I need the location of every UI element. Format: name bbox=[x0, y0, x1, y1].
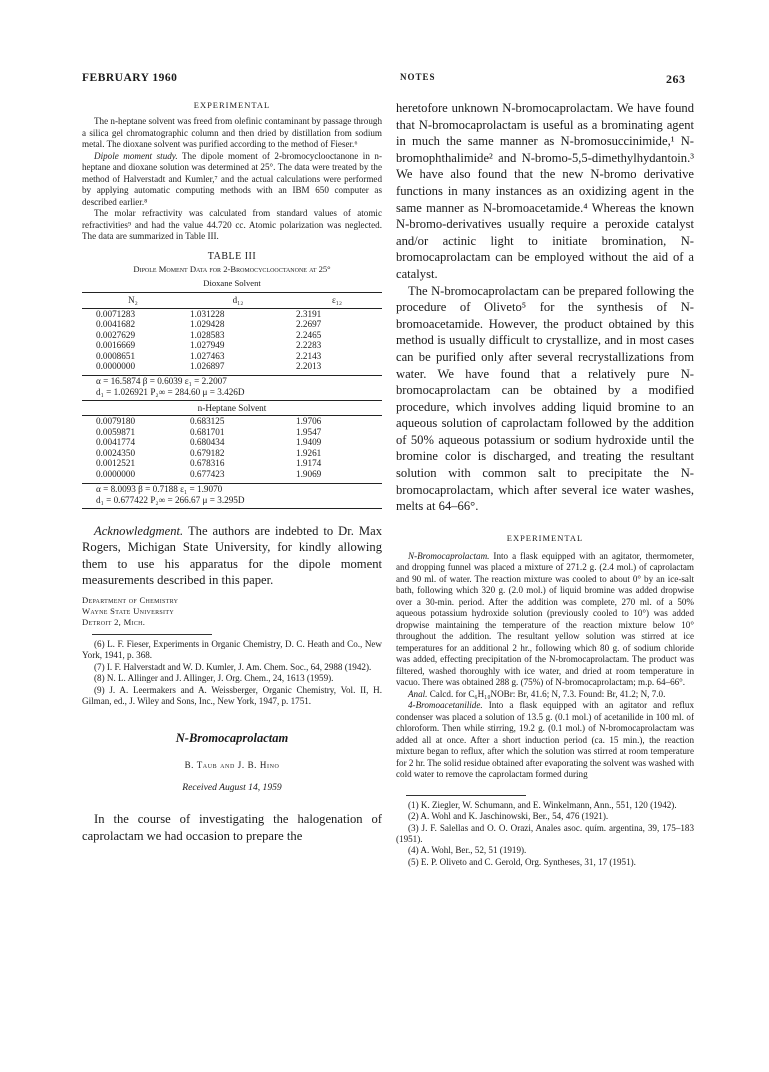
right-references bbox=[396, 800, 694, 868]
table-cell: 0.683125 bbox=[190, 416, 225, 427]
reference-item: (1) K. Ziegler, W. Schumann, and E. Winkelmann, Ann., 551, 120 (1942). bbox=[408, 799, 677, 810]
dipole-study-text: The dipole moment of 2-bromocyclooctanone in n-heptane and dioxane solution was determined at 25°. The data were treated by the method of Halverstadt and Kumler,⁷ and the actual calculations were performed by applying automatic computing methods with an IBM 650 computer as described earlier.⁸ bbox=[82, 150, 382, 207]
heptane-heading: n-Heptane Solvent bbox=[82, 400, 382, 416]
article-title: N-Bromocaprolactam bbox=[175, 731, 289, 746]
col-header-e12: ε₁₂ bbox=[292, 292, 382, 308]
page-number: 263 bbox=[666, 72, 686, 86]
table-cell: 0.0027629 bbox=[96, 329, 136, 340]
refractivity-paragraph: The molar refractivity was calculated from standard values of atomic refractivities⁹ and had the value 44.720 cc. Atomic polarization was neglected. The data are summarized in Table III. bbox=[82, 208, 382, 241]
left-references bbox=[82, 639, 382, 707]
running-head-section: NOTES bbox=[400, 72, 436, 82]
solvent-paragraph: The n-heptane solvent was freed from olefinic contaminant by passage through a silica gel chromatographic column and then dried by distillation from sodium metal. The dioxane solvent was purified according to the method of Fieser.⁶ bbox=[82, 116, 382, 149]
table-cell: 2.2465 bbox=[296, 329, 322, 340]
table-cell: 1.9174 bbox=[296, 458, 322, 469]
table-cell: 0.679182 bbox=[190, 447, 225, 458]
heptane-params-2: d₁ = 0.677422 P₂∞ = 266.67 μ = 3.295D bbox=[96, 494, 245, 505]
reference-item: (7) I. F. Halverstadt and W. D. Kumler, J. Am. Chem. Soc., 64, 2988 (1942). bbox=[94, 661, 372, 672]
bromoacetanilide-procedure bbox=[396, 700, 694, 781]
reference-item: (2) A. Wohl and K. Jaschinowski, Ber., 54, 476 (1921). bbox=[408, 811, 609, 822]
table-cell: 1.029428 bbox=[190, 319, 225, 330]
table-cell: 0.0016669 bbox=[96, 340, 136, 351]
affiliation bbox=[82, 595, 382, 628]
table-caption: Dipole Moment Data for 2-Bromocyclooctanone at 25° bbox=[133, 263, 331, 274]
dipole-study-lead: Dipole moment study. bbox=[94, 150, 178, 161]
table-cell: 2.2283 bbox=[296, 340, 322, 351]
bromoacetanilide-text: Into a flask equipped with an agitator and reflux condenser was placed a solution of 13.5 g. (0.1 mol.) of acetanilide in 100 ml. of chloroform. Then while stirring, 19.2 g. (0.1 mol.) of N-bromocaprolactam was added all at once. After a short induction period (ca. 15 min.), the reaction mixture began to reflux, after which the solution was stirred at room temperature for 2 hr. The solid residue obtained after evaporating the solvent was washed with cold water to remove the caprolactam formed during bbox=[396, 700, 694, 780]
heptane-row bbox=[82, 469, 382, 480]
table-cell: 1.9547 bbox=[296, 426, 322, 437]
dioxane-row bbox=[82, 351, 382, 362]
affiliation-univ: Wayne State University bbox=[82, 606, 174, 616]
dioxane-params-2: d₁ = 1.026921 P₂∞ = 284.60 μ = 3.426D bbox=[96, 387, 245, 398]
acknowledgment-lead: Acknowledgment. bbox=[94, 523, 184, 538]
table-cell: 1.027463 bbox=[190, 350, 225, 361]
received-date: Received August 14, 1959 bbox=[182, 782, 282, 794]
table-cell: 0.681701 bbox=[190, 426, 225, 437]
affiliation-dept: Department of Chemistry bbox=[82, 595, 179, 605]
dioxane-params-1: α = 16.5874 β = 0.6039 ε₁ = 2.2007 bbox=[96, 376, 227, 387]
table-subcaption: Dioxane Solvent bbox=[203, 277, 261, 288]
reference-item: (3) J. F. Salellas and O. O. Orazi, Anales asoc. quím. argentina, 39, 175–183 (1951). bbox=[396, 822, 694, 845]
table-cell: 1.031228 bbox=[190, 308, 225, 319]
dioxane-row bbox=[82, 340, 382, 351]
right-column bbox=[396, 100, 694, 868]
analysis-paragraph bbox=[396, 689, 694, 701]
analysis-text: Calcd. for C₆H₁₀NOBr: Br, 41.6; N, 7.3. Found: Br, 41.2; N, 7.0. bbox=[427, 688, 666, 699]
table-cell: 0.0000000 bbox=[96, 361, 136, 372]
preparation-paragraph: The N-bromocaprolactam can be prepared following the procedure of Oliveto⁵ for the synthesis of N-bromoacetamide. However, the product obtained by this method is usually difficult to crystallize, and in most cases can be purified only after several recrystallizations from water. We have found that a relatively pure N-bromocaprolactam can be obtained by a modified procedure, which involves adding liquid bromine to an aqueous solution of caprolactam followed by the addition of 50% aqueous potassium or sodium hydroxide until the bromine color is discharged, and treating the resultant solution with common salt to precipitate the N-bromocaprolactam, which after several ice water washes, melts at 64–66°. bbox=[396, 283, 694, 514]
heptane-row bbox=[82, 448, 382, 459]
table-title: TABLE III bbox=[207, 250, 257, 262]
reference-item: (9) J. A. Leermakers and A. Weissberger, Organic Chemistry, Vol. II, H. Gilman, ed., J. Wiley and Sons, Inc., New York, 1947, p. 1751. bbox=[82, 684, 382, 707]
heptane-row bbox=[82, 458, 382, 469]
experimental-heading: EXPERIMENTAL bbox=[193, 100, 271, 110]
table-cell: 0.0071283 bbox=[96, 308, 136, 319]
dipole-table bbox=[82, 292, 382, 373]
footnote-rule-2 bbox=[406, 795, 526, 796]
dioxane-rows bbox=[82, 308, 382, 372]
table-cell: 0.0041774 bbox=[96, 437, 136, 448]
table-header-row bbox=[82, 292, 382, 308]
procedure-text: Into a flask equipped with an agitator, thermometer, and dropping funnel was placed a mixture of 271.2 g. (2.4 mol.) of caprolactam and 90 ml. of water. The reaction mixture was cooled to about 0° by an ice-salt bath, following which 320 g. (2.0 mol.) of liquid bromine was added dropwise over a 30-min. period. After the addition was complete, 270 ml. of a 50% aqueous potassium hydroxide solution (previously cooled to 10°) was added dropwise maintaining the temperature of the reaction mixture below 10° throughout the addition. The resultant yellow solution was stirred at ice temperatures for an additional 2 hr., following which 80 g. of sodium chloride was added, effecting precipitation of the N-bromocaprolactam. The product was filtered, washed thoroughly with ice water, and dried at room temperature in vacuo. There was obtained 288 g. (75%) of N-bromocaprolactam; m.p. 64–66°. bbox=[396, 550, 694, 688]
bromocaprolactam-procedure bbox=[396, 551, 694, 689]
dioxane-row bbox=[82, 361, 382, 372]
experimental-heading-2: EXPERIMENTAL bbox=[506, 532, 584, 543]
procedure-lead: N-Bromocaprolactam. bbox=[408, 550, 490, 561]
table-cell: 0.678316 bbox=[190, 458, 225, 469]
heptane-params-1: α = 8.0093 β = 0.7188 ε₁ = 1.9070 bbox=[96, 483, 223, 494]
table-cell: 1.9706 bbox=[296, 416, 322, 427]
intro-continued: heretofore unknown N-bromocaprolactam. We have found that N-bromocaprolactam is useful as a brominating agent in much the same manner as N-bromosuccinimide,¹ N-bromophthalimide² and N-bromo-5,5-dimethylhydantoin.³ We have also found that the new N-bromo derivative functions in many instances as an oxidizing agent in the same manner as N-bromoacetamide.⁴ Whereas the known N-bromo-derivatives usually require a peroxide catalyst and/or actinic light to initiate bromination, N-bromocaprolactam can be employed without the aid of a catalyst. bbox=[396, 101, 694, 281]
reference-item: (5) E. P. Oliveto and C. Gerold, Org. Syntheses, 31, 17 (1951). bbox=[408, 856, 636, 867]
dioxane-row bbox=[82, 330, 382, 341]
reference-item: (8) N. L. Allinger and J. Allinger, J. Org. Chem., 24, 1613 (1959). bbox=[94, 673, 334, 684]
table-cell: 1.027949 bbox=[190, 340, 225, 351]
table-cell: 0.677423 bbox=[190, 469, 225, 480]
col-header-n2: N₂ bbox=[82, 292, 184, 308]
table-cell: 0.0041682 bbox=[96, 319, 136, 330]
heptane-table bbox=[82, 416, 382, 480]
table-cell: 0.0059871 bbox=[96, 426, 136, 437]
heptane-row bbox=[82, 427, 382, 438]
heptane-rows bbox=[82, 416, 382, 480]
table-cell: 0.0000000 bbox=[96, 469, 136, 480]
table-cell: 0.0079180 bbox=[96, 416, 136, 427]
affiliation-city: Detroit 2, Mich. bbox=[82, 617, 146, 627]
reference-item: (4) A. Wohl, Ber., 52, 51 (1919). bbox=[408, 845, 527, 856]
table-cell: 0.680434 bbox=[190, 437, 225, 448]
acknowledgment-text: The authors are indebted to Dr. Max Rogers, Michigan State University, for kindly allowing them to use his apparatus for the dipole moment measurements described in this paper. bbox=[82, 523, 382, 588]
table-cell: 1.026897 bbox=[190, 361, 225, 372]
table-cell: 0.0012521 bbox=[96, 458, 136, 469]
article-authors: B. Taub and J. B. Hino bbox=[184, 760, 280, 771]
heptane-row bbox=[82, 416, 382, 427]
table-cell: 2.3191 bbox=[296, 308, 322, 319]
running-head-date: FEBRUARY 1960 bbox=[82, 72, 178, 84]
table-cell: 2.2697 bbox=[296, 319, 322, 330]
table-cell: 1.9409 bbox=[296, 437, 322, 448]
left-column bbox=[82, 100, 382, 845]
footnote-rule bbox=[92, 634, 212, 635]
table-cell: 2.2143 bbox=[296, 350, 322, 361]
table-cell: 0.0008651 bbox=[96, 350, 136, 361]
analysis-lead: Anal. bbox=[408, 688, 428, 699]
acknowledgment bbox=[82, 523, 382, 589]
reference-item: (6) L. F. Fieser, Experiments in Organic Chemistry, D. C. Heath and Co., New York, 1941, p. 368. bbox=[82, 639, 382, 661]
table-cell: 1.9069 bbox=[296, 469, 322, 480]
heptane-row bbox=[82, 437, 382, 448]
dipole-study-paragraph bbox=[82, 151, 382, 209]
table-cell: 2.2013 bbox=[296, 361, 322, 372]
bromoacetanilide-lead: 4-Bromoacetanilide. bbox=[408, 700, 483, 711]
dioxane-row bbox=[82, 308, 382, 319]
table-cell: 1.028583 bbox=[190, 329, 225, 340]
table-cell: 1.9261 bbox=[296, 447, 322, 458]
dioxane-row bbox=[82, 319, 382, 330]
intro-paragraph: In the course of investigating the halogenation of caprolactam we had occasion to prepare the bbox=[82, 812, 382, 844]
table-bottom-rule bbox=[82, 508, 382, 509]
table-cell: 0.0024350 bbox=[96, 447, 136, 458]
col-header-d12: d₁₂ bbox=[184, 292, 292, 308]
